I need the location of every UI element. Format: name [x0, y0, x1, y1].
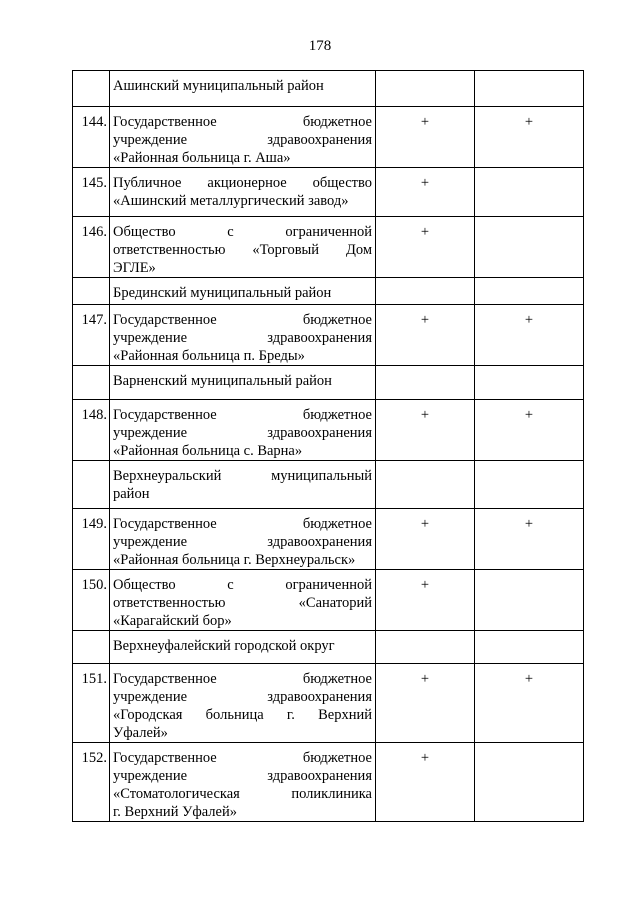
- organization-name-cell: [110, 664, 376, 743]
- name-line: учреждение здравоохранения: [113, 330, 372, 346]
- mark-cell-2: [475, 570, 584, 631]
- mark-cell-1: [376, 631, 475, 664]
- district-header-row: [73, 631, 584, 664]
- row-number-cell: 148.: [73, 400, 110, 461]
- table-row: [73, 217, 584, 278]
- mark-cell-2: [475, 743, 584, 822]
- name-line: район: [113, 486, 150, 502]
- mark-cell-2: +: [475, 400, 584, 461]
- name-line: «Городская больница г. Верхний: [113, 707, 372, 723]
- table-row: [73, 305, 584, 366]
- name-line: «Стоматологическая поликлиника: [113, 786, 372, 802]
- row-number-cell: [73, 461, 110, 509]
- mark-cell-2: +: [475, 305, 584, 366]
- name-line: «Районная больница с. Варна»: [113, 443, 303, 459]
- mark-cell-2: [475, 71, 584, 107]
- row-number-cell: 150.: [73, 570, 110, 631]
- name-line: Государственное бюджетное: [113, 750, 372, 766]
- name-line: «Ашинский металлургический завод»: [113, 193, 349, 209]
- district-name-cell: [110, 366, 376, 400]
- mark-cell-1: [376, 366, 475, 400]
- mark-cell-1: +: [376, 570, 475, 631]
- organization-name-cell: [110, 509, 376, 570]
- district-header-row: [73, 461, 584, 509]
- name-line: Государственное бюджетное: [113, 114, 372, 130]
- district-name-cell: [110, 71, 376, 107]
- mark-cell-2: [475, 366, 584, 400]
- row-number-cell: 151.: [73, 664, 110, 743]
- mark-cell-2: [475, 217, 584, 278]
- table-row: [73, 570, 584, 631]
- row-number-cell: [73, 71, 110, 107]
- organization-name-cell: [110, 217, 376, 278]
- name-line: ответственностью «Торговый Дом: [113, 242, 372, 258]
- name-line: учреждение здравоохранения: [113, 768, 372, 784]
- table-row: [73, 743, 584, 822]
- district-header-row: [73, 278, 584, 305]
- district-name-cell: [110, 631, 376, 664]
- name-line: «Районная больница п. Бреды»: [113, 348, 305, 364]
- mark-cell-2: +: [475, 509, 584, 570]
- mark-cell-1: +: [376, 217, 475, 278]
- name-line: Уфалей»: [113, 725, 168, 741]
- row-number-cell: 152.: [73, 743, 110, 822]
- name-line: учреждение здравоохранения: [113, 132, 372, 148]
- organization-name-cell: [110, 107, 376, 168]
- mark-cell-1: [376, 278, 475, 305]
- name-line: Публичное акционерное общество: [113, 175, 372, 191]
- organization-name-cell: [110, 305, 376, 366]
- name-line: «Районная больница г. Верхнеуральск»: [113, 552, 356, 568]
- table-row: [73, 400, 584, 461]
- mark-cell-2: [475, 168, 584, 217]
- district-name-cell: [110, 461, 376, 509]
- organization-name-cell: [110, 400, 376, 461]
- district-header-row: [73, 366, 584, 400]
- district-header-row: [73, 71, 584, 107]
- row-number-cell: 144.: [73, 107, 110, 168]
- name-line: «Районная больница г. Аша»: [113, 150, 291, 166]
- mark-cell-1: +: [376, 743, 475, 822]
- table-row: [73, 107, 584, 168]
- registry-table-body: [73, 71, 584, 822]
- row-number-cell: 149.: [73, 509, 110, 570]
- registry-table: [72, 70, 584, 822]
- page-number: 178: [308, 38, 332, 54]
- district-name-cell: [110, 278, 376, 305]
- mark-cell-2: +: [475, 107, 584, 168]
- name-line: Государственное бюджетное: [113, 407, 372, 423]
- name-line: ЭГЛЕ»: [113, 260, 156, 276]
- name-line: Верхнеуральский муниципальный: [113, 468, 372, 484]
- table-row: [73, 664, 584, 743]
- name-line: Верхнеуфалейский городской округ: [113, 638, 335, 654]
- name-line: Ашинский муниципальный район: [113, 78, 324, 94]
- row-number-cell: [73, 366, 110, 400]
- mark-cell-1: +: [376, 107, 475, 168]
- row-number-cell: [73, 278, 110, 305]
- row-number-cell: 145.: [73, 168, 110, 217]
- organization-name-cell: [110, 743, 376, 822]
- name-line: Варненский муниципальный район: [113, 373, 332, 389]
- mark-cell-2: [475, 278, 584, 305]
- table-row: [73, 509, 584, 570]
- mark-cell-2: +: [475, 664, 584, 743]
- row-number-cell: 146.: [73, 217, 110, 278]
- name-line: учреждение здравоохранения: [113, 425, 372, 441]
- name-line: ответственностью «Санаторий: [113, 595, 372, 611]
- mark-cell-1: +: [376, 305, 475, 366]
- name-line: Общество с ограниченной: [113, 224, 372, 240]
- name-line: учреждение здравоохранения: [113, 689, 372, 705]
- name-line: Брединский муниципальный район: [113, 285, 332, 301]
- name-line: учреждение здравоохранения: [113, 534, 372, 550]
- name-line: Государственное бюджетное: [113, 516, 372, 532]
- mark-cell-2: [475, 631, 584, 664]
- mark-cell-1: +: [376, 168, 475, 217]
- name-line: Общество с ограниченной: [113, 577, 372, 593]
- name-line: «Карагайский бор»: [113, 613, 232, 629]
- mark-cell-1: [376, 461, 475, 509]
- mark-cell-1: [376, 71, 475, 107]
- mark-cell-2: [475, 461, 584, 509]
- mark-cell-1: +: [376, 400, 475, 461]
- row-number-cell: 147.: [73, 305, 110, 366]
- organization-name-cell: [110, 570, 376, 631]
- table-row: [73, 168, 584, 217]
- name-line: Государственное бюджетное: [113, 312, 372, 328]
- name-line: г. Верхний Уфалей»: [113, 804, 237, 820]
- mark-cell-1: +: [376, 664, 475, 743]
- mark-cell-1: +: [376, 509, 475, 570]
- row-number-cell: [73, 631, 110, 664]
- name-line: Государственное бюджетное: [113, 671, 372, 687]
- organization-name-cell: [110, 168, 376, 217]
